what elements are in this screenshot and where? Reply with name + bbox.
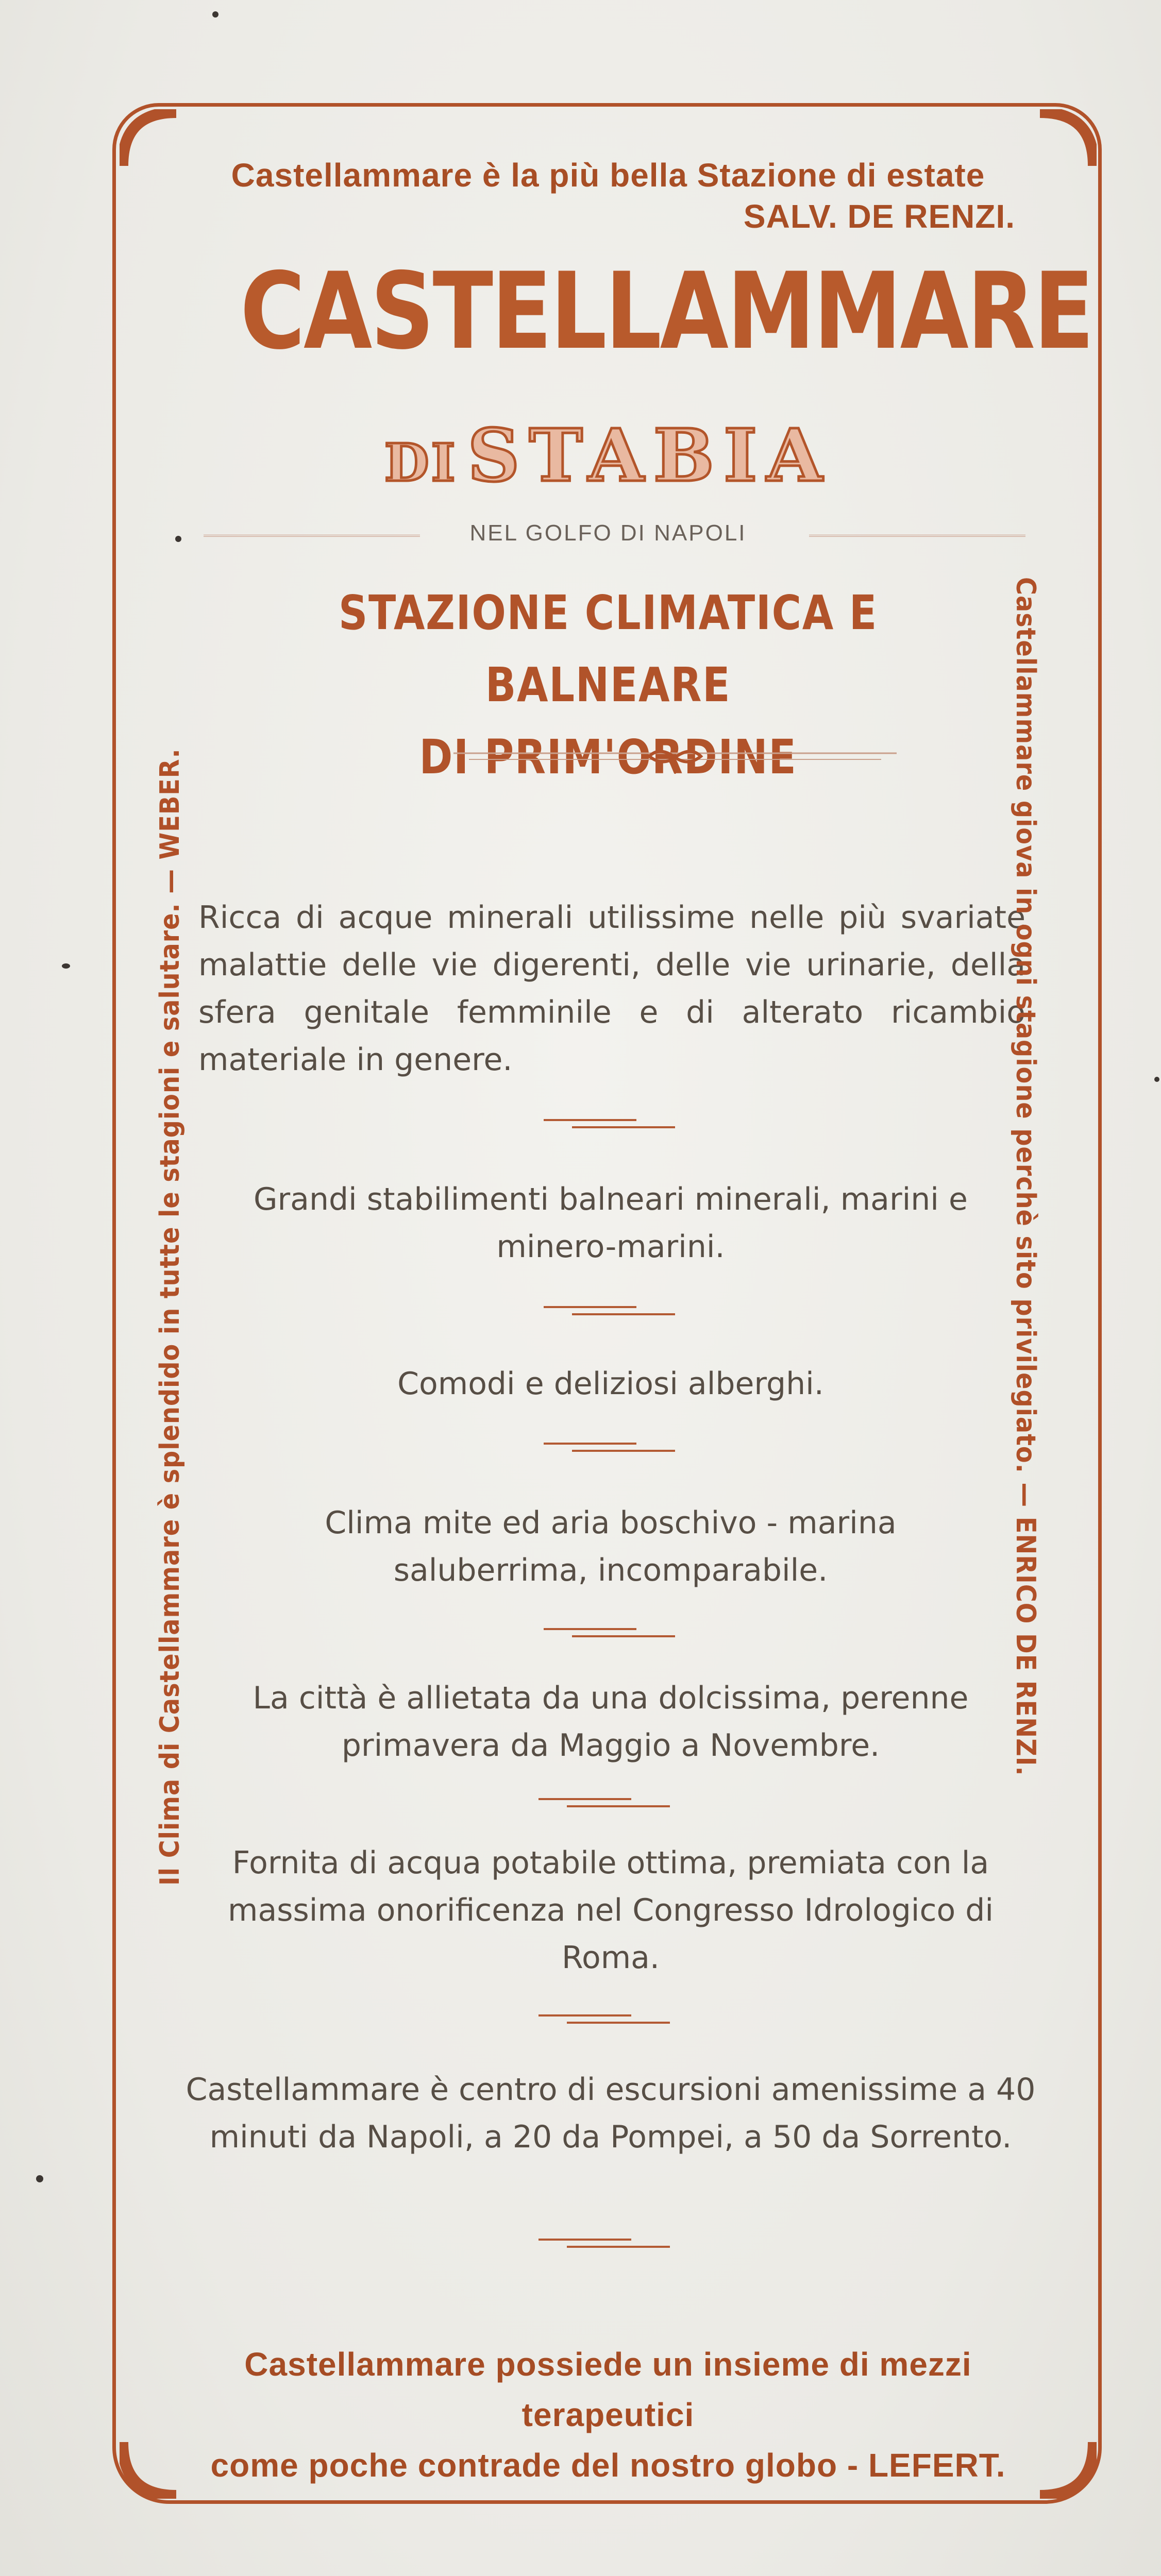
location-label: NEL GOLFO DI NAPOLI — [469, 520, 747, 546]
top-quote-text: Castellammare è la più bella Stazione di estate — [231, 157, 985, 194]
paragraph-drinking-water: Fornita di acqua potabile ottima, premiata con la massima onorificenza nel Congresso Idrologico di Roma. — [228, 1845, 994, 1976]
main-title: CASTELLAMMARE — [240, 250, 1093, 373]
paper-speck — [212, 11, 218, 18]
section-rule — [539, 1798, 672, 1806]
paper-speck — [1154, 1077, 1159, 1082]
paper-speck — [36, 2175, 43, 2182]
scroll-ornament — [453, 742, 897, 778]
section-rule — [544, 1443, 678, 1451]
station-heading-line-2: DI PRIM'ORDINE — [419, 730, 797, 785]
closing-quote — [170, 2339, 1046, 2490]
top-quote — [170, 155, 1046, 237]
closing-quote-line-1: Castellammare possiede un insieme di mezzi terapeutici — [244, 2346, 972, 2433]
paragraph-mineral-waters: Ricca di acque minerali utilissime nelle più svariate malattie delle vie digerenti, delle vie urinarie, della sfera genitale femminile e di alterato ricambio materiale in genere. — [198, 900, 1025, 1078]
station-heading-line-1: STAZIONE CLIMATICA E BALNEARE — [338, 585, 878, 713]
section-rule — [544, 1628, 678, 1636]
paragraph-climate: Clima mite ed aria boschivo - marina saluberrima, incomparabile. — [325, 1505, 897, 1588]
paragraph-hotels: Comodi e deliziosi alberghi. — [397, 1366, 824, 1402]
paragraph-spring: La città è allietata da una dolcissima, perenne primavera da Maggio a Novembre. — [253, 1680, 969, 1764]
section-rule — [539, 2014, 672, 2023]
subtitle-prefix: DI — [384, 432, 458, 493]
paper-speck — [175, 536, 181, 542]
side-quote-right: Castellammare giova in ogni stagione perchè sito privilegiato. — ENRICO DE RENZI. — [1010, 577, 1041, 1776]
subtitle-text: STABIA — [467, 414, 832, 498]
paper-speck — [62, 963, 70, 969]
paragraph-excursions: Castellammare è centro di escursioni amenissime a 40 minuti da Napoli, a 20 da Pompei, a 50 da Sorrento. — [186, 2072, 1036, 2155]
subtitle — [170, 414, 1046, 501]
top-quote-attribution: SALV. DE RENZI. — [743, 198, 1015, 235]
section-rule — [539, 2239, 672, 2247]
section-rule — [544, 1306, 678, 1314]
section-rule — [544, 1119, 678, 1127]
side-quote-left: Il Clima di Castellammare è splendido in tutte le stagioni e salutare. — WEBER. — [155, 748, 186, 1886]
closing-quote-line-2: come poche contrade del nostro globo - LEFERT. — [210, 2447, 1006, 2484]
paragraph-bathing-establishments: Grandi stabilimenti balneari minerali, marini e minero-marini. — [254, 1181, 968, 1265]
